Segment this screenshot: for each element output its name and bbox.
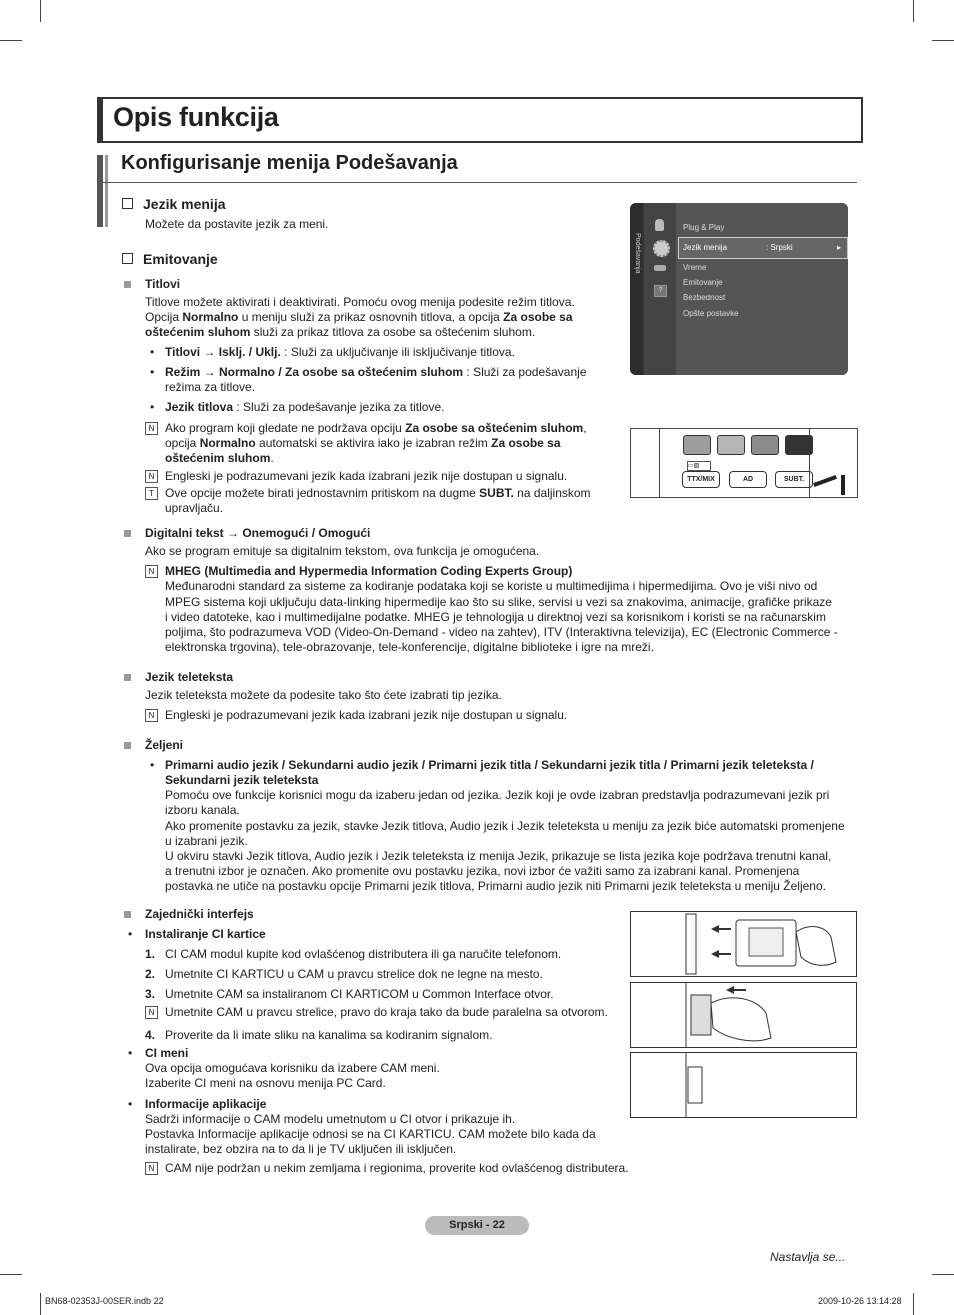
heading-emitovanje xyxy=(122,251,218,267)
zeljeni-heading: Željeni xyxy=(145,738,184,752)
step-number: 4. xyxy=(145,1028,156,1042)
cam-insert-drawing xyxy=(631,983,856,1047)
cam-note: CAM nije podržan u nekim zemljama i regionima, proverite kod ovlašćenog distributera. xyxy=(165,1161,629,1175)
input-icon xyxy=(654,265,666,271)
remote-edge xyxy=(659,429,660,497)
ci-install-heading: Instaliranje CI kartice xyxy=(145,927,266,941)
step-number: 1. xyxy=(145,947,156,961)
section-bar xyxy=(105,155,108,227)
mheg-line: Međunarodni standard za sisteme za kodiranje podataka koji se koriste u multimedijima i hipermedijima. Ovo je viši nivo od xyxy=(165,579,818,593)
bullet-icon: • xyxy=(150,365,155,379)
info-line: instalirate, bez obzira na to da li je TV uključen ili isključen. xyxy=(145,1142,457,1156)
crop-mark xyxy=(0,40,22,41)
menu-item-value: : Srpski xyxy=(766,243,793,252)
cam-installed-drawing xyxy=(631,1053,856,1117)
titlovi-note-2: Engleski je podrazumevani jezik kada izabrani jezik nije dostupan u signalu. xyxy=(165,469,568,483)
menu-item-bezbednost[interactable]: Bezbednost xyxy=(683,293,726,302)
pointer-arrow-icon xyxy=(813,475,837,487)
step-note: Umetnite CAM u pravcu strelice, pravo do kraja tako da bude paralelna sa otvorom. xyxy=(165,1005,608,1019)
checkbox-icon xyxy=(122,198,133,209)
digitalni-text: Ako se program emituje sa digitalnim tekstom, ova funkcija je omogućena. xyxy=(145,544,540,558)
step-text: Proverite da li imate sliku na kanalima sa kodiranim signalom. xyxy=(165,1028,493,1042)
menu-item-emitovanje[interactable]: Emitovanje xyxy=(683,278,723,287)
tv-menu-screenshot xyxy=(630,203,848,375)
step-text: Umetnite CAM sa instaliranom CI KARTICOM u Common Interface otvor. xyxy=(165,987,554,1001)
remote-illustration xyxy=(630,428,858,498)
ci-card-illustration-3 xyxy=(630,1052,857,1118)
checkbox-icon xyxy=(122,253,133,264)
step-number: 2. xyxy=(145,967,156,981)
mheg-line: poljima, što podrazumeva VOD (Video-On-Demand - video na zahtev), ITV (Interaktivna televizija), EC (Electronic Commerce - xyxy=(165,625,838,639)
mheg-line: MPEG sistema koji uključuju data-linking hipermedije kao što su slike, servisi u vezi sa znakovima, animacije, grafičke prikaze xyxy=(165,595,832,609)
titlovi-note-1c: oštećenim sluhom. xyxy=(165,451,274,465)
titlovi-note-1: Ako program koji gledate ne podržava opciju Za osobe sa oštećenim sluhom, xyxy=(165,421,587,435)
step-text: CI CAM modul kupite kod ovlašćenog distributera ili ga naručite telefonom. xyxy=(165,947,562,961)
crop-mark xyxy=(40,0,41,22)
mheg-line: elektronska trgovina), tele-obrazovanje, tele-konferencije, digitalne biblioteke i igre na mreži. xyxy=(165,640,654,654)
page-title: Opis funkcija xyxy=(113,102,279,132)
remote-note-icon: T xyxy=(145,487,158,500)
picture-icon xyxy=(655,219,664,231)
crop-mark xyxy=(932,40,954,41)
crop-mark xyxy=(913,1293,914,1315)
menu-side-strip xyxy=(630,203,642,375)
zeljeni-line: izboru kanala. xyxy=(165,803,240,817)
zeljeni-line: Ako promenite postavku za jezik, stavke Jezik titlova, Audio jezik i Jezik teleteksta u meniju za jezik biće automatski promenjene xyxy=(165,819,845,833)
bullet-icon: • xyxy=(128,1097,133,1111)
zeljeni-line: U okviru stavki Jezik titlova, Audio jezik i Jezik teleteksta iz menija Jezik, prikazuje se lista jezika koje podržava trenutni kanal, xyxy=(165,849,832,863)
zeljeni-line: postavka ne utiče na postavku opcije Primarni jezik titlova, Primarni audio jezik niti Primarni jezik teleteksta u meniju Željeno. xyxy=(165,879,826,893)
page-title-box xyxy=(97,97,863,143)
crop-mark xyxy=(932,1274,954,1275)
note-icon: N xyxy=(145,1006,158,1019)
titlovi-bullet-2-cont: režima za titlove. xyxy=(165,380,256,394)
green-button[interactable] xyxy=(717,435,745,455)
note-icon: N xyxy=(145,1162,158,1175)
titlovi-note-1b: opcija Normalno automatski se aktivira iako je izabran režim Za osobe sa xyxy=(165,436,561,450)
yellow-button[interactable] xyxy=(751,435,779,455)
zeljeni-bullet: Primarni audio jezik / Sekundarni audio jezik / Primarni jezik titla / Sekundarni jezik titla / Primarni jezik teleteksta / xyxy=(165,758,814,772)
square-bullet-icon xyxy=(124,281,131,288)
teletekst-note: Engleski je podrazumevani jezik kada izabrani jezik nije dostupan u signalu. xyxy=(165,708,568,722)
file-name: BN68-02353J-00SER.indb 22 xyxy=(45,1296,164,1306)
zeljeni-bullet-cont: Sekundarni jezik teleteksta xyxy=(165,773,319,787)
note-icon: N xyxy=(145,565,158,578)
zeljeni-line: a trenutni izbor je označen. Ako promenite ovu postavku jezika, novi izbor će važiti samo za izabrani kanal. Promenjena xyxy=(165,864,800,878)
timestamp: 2009-10-26 13:14:28 xyxy=(818,1296,902,1306)
mheg-line: i video datoteke, kao i multimedijalne podatke. MHEG je tehnologija u direktnoj vezi sa korisnikom i koristi se na računarskim xyxy=(165,610,826,624)
menu-item-arrow-icon: ▸ xyxy=(837,243,842,252)
ad-button[interactable]: AD xyxy=(729,471,767,488)
mheg-title: MHEG (Multimedia and Hypermedia Information Coding Experts Group) xyxy=(165,564,573,578)
menu-item-opste[interactable]: Opšte postavke xyxy=(683,309,739,318)
bullet-icon: • xyxy=(128,1046,133,1060)
ci-card-drawing xyxy=(631,912,856,976)
info-line: Sadrži informacije o CAM modelu umetnutom u CI otvor i prikazuje ih. xyxy=(145,1112,516,1126)
section-divider xyxy=(97,182,857,183)
menu-item-jezik-menija[interactable]: Jezik menija xyxy=(683,243,728,252)
ci-card-illustration-1 xyxy=(630,911,857,977)
continued-link[interactable]: Nastavlja se... xyxy=(770,1250,846,1264)
blue-button[interactable] xyxy=(785,435,813,455)
red-button[interactable] xyxy=(683,435,711,455)
titlovi-bullet-2: Režim → Normalno / Za osobe sa oštećenim sluhom : Služi za podešavanje xyxy=(165,365,587,379)
zeljeni-line: u izabrani jezik. xyxy=(165,834,248,848)
page-number-badge: Srpski - 22 xyxy=(425,1216,529,1235)
jezik-menija-text: Možete da postavite jezik za meni. xyxy=(145,217,329,231)
ci-meni-line: Ova opcija omogućava korisniku da izabere CAM meni. xyxy=(145,1061,440,1075)
bullet-icon: • xyxy=(150,400,155,414)
teletekst-text: Jezik teleteksta možete da podesite tako što ćete izabrati tip jezika. xyxy=(145,688,502,702)
gear-icon xyxy=(653,240,670,257)
ci-card-illustration-2 xyxy=(630,982,857,1048)
zeljeni-line: Pomoću ove funkcije korisnici mogu da izaberu jedan od jezika. Jezik koji je ovde izabran predstavlja podrazumevani jezik pri xyxy=(165,788,830,802)
info-line: Postavka Informacije aplikacije odnosi se na CI KARTICU. CAM možete bilo kada da xyxy=(145,1127,596,1141)
menu-icon-column xyxy=(644,203,676,375)
help-icon: ? xyxy=(654,285,667,297)
square-bullet-icon xyxy=(124,742,131,749)
bullet-icon: • xyxy=(128,927,133,941)
ci-meni-heading: CI meni xyxy=(145,1046,189,1060)
square-bullet-icon xyxy=(124,530,131,537)
note-icon: N xyxy=(145,709,158,722)
section-bar xyxy=(97,155,103,227)
ttx-icon: ▭▨ xyxy=(687,461,711,471)
note-icon: N xyxy=(145,470,158,483)
crop-mark xyxy=(0,1274,22,1275)
pointer-bar xyxy=(841,475,845,495)
note-icon: N xyxy=(145,422,158,435)
titlovi-p3: oštećenim sluhom služi za prikaz titlova za osobe sa oštećenim sluhom. xyxy=(145,325,536,339)
zajednicki-heading: Zajednički interfejs xyxy=(145,907,254,921)
ttx-mix-button[interactable]: TTX/MIX xyxy=(682,471,720,488)
bullet-icon: • xyxy=(150,758,155,772)
section-title: Konfigurisanje menija Podešavanja xyxy=(121,152,458,174)
subt-button[interactable]: SUBT. xyxy=(775,471,813,488)
square-bullet-icon xyxy=(124,674,131,681)
menu-item-vreme[interactable]: Vreme xyxy=(683,263,707,272)
heading-text: Emitovanje xyxy=(143,251,218,267)
square-bullet-icon xyxy=(124,911,131,918)
heading-jezik-menija xyxy=(122,196,226,212)
titlovi-bullet-1: Titlovi → Isklj. / Uklj. : Služi za uključivanje ili isključivanje titlova. xyxy=(165,345,515,359)
info-heading: Informacije aplikacije xyxy=(145,1097,267,1111)
titlovi-bullet-3: Jezik titlova : Služi za podešavanje jezika za titlove. xyxy=(165,400,445,414)
titlovi-p2: Opcija Normalno u meniju služi za prikaz osnovnih titlova, a opcija Za osobe sa xyxy=(145,310,573,324)
bullet-icon: • xyxy=(150,345,155,359)
titlovi-heading: Titlovi xyxy=(145,277,181,291)
menu-side-label: Podešavanja xyxy=(634,233,641,274)
titlovi-p1: Titlove možete aktivirati i deaktivirati. Pomoću ovog menija podesite režim titlova. xyxy=(145,295,575,309)
menu-item-plug-play[interactable]: Plug & Play xyxy=(683,223,725,232)
ci-meni-line: Izaberite CI meni na osnovu menija PC Card. xyxy=(145,1076,386,1090)
titlovi-note-3: Ove opcije možete birati jednostavnim pritiskom na dugme SUBT. na daljinskom xyxy=(165,486,591,500)
digitalni-heading: Digitalni tekst → Onemogući / Omogući xyxy=(145,526,371,540)
step-number: 3. xyxy=(145,987,156,1001)
teletekst-heading: Jezik teleteksta xyxy=(145,670,234,684)
titlovi-note-3b: upravljaču. xyxy=(165,501,224,515)
crop-mark xyxy=(40,1293,41,1315)
step-text: Umetnite CI KARTICU u CAM u pravcu strelice dok ne legne na mesto. xyxy=(165,967,543,981)
heading-text: Jezik menija xyxy=(143,196,226,212)
crop-mark xyxy=(913,0,914,22)
